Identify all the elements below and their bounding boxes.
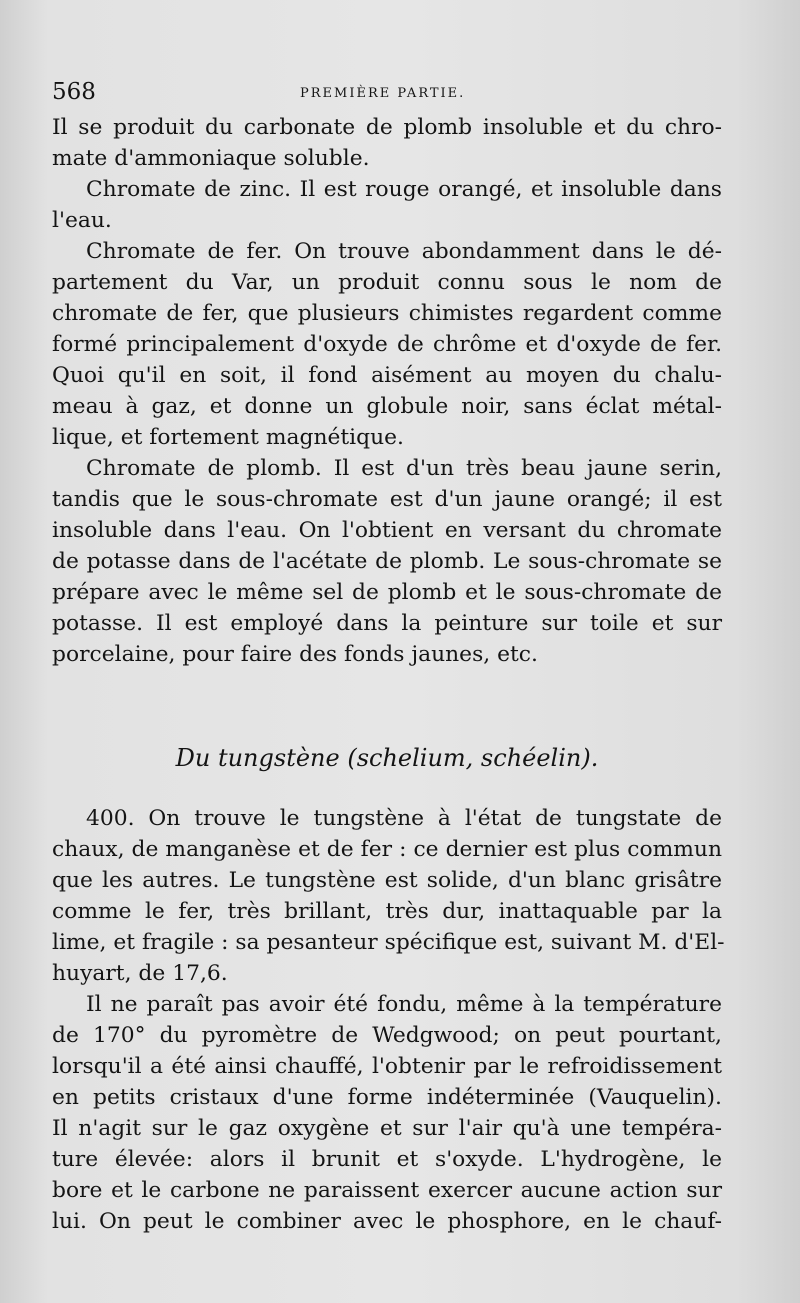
text-line: en petits cristaux d'une forme indéterminée (Vauquelin).: [52, 1085, 722, 1110]
text-line: chaux, de manganèse et de fer : ce dernier est plus commun: [52, 837, 722, 862]
text-line: de 170° du pyromètre de Wedgwood; on peut pourtant,: [52, 1023, 722, 1048]
text-line: Il n'agit sur le gaz oxygène et sur l'air qu'à une tempéra-: [52, 1116, 722, 1141]
text-line: Il se produit du carbonate de plomb insoluble et du chro-: [52, 115, 722, 140]
body-text-bottom: [52, 803, 725, 1237]
text-line: lime, et fragile : sa pesanteur spécifique est, suivant M. d'El-: [52, 930, 725, 955]
text-line: 400. On trouve le tungstène à l'état de tungstate de: [86, 806, 722, 831]
text-line: Quoi qu'il en soit, il fond aisément au moyen du chalu-: [52, 363, 722, 388]
text-line: Chromate de zinc. Il est rouge orangé, et insoluble dans: [86, 177, 722, 202]
text-line: Chromate de fer. On trouve abondamment dans le dé-: [86, 239, 722, 264]
text-line: comme le fer, très brillant, très dur, inattaquable par la: [52, 899, 722, 924]
text-line: porcelaine, pour faire des fonds jaunes, etc.: [52, 642, 538, 667]
text-line: prépare avec le même sel de plomb et le sous-chromate de: [52, 580, 722, 605]
text-line: de potasse dans de l'acétate de plomb. Le sous-chromate se: [52, 549, 722, 574]
text-line: lui. On peut le combiner avec le phosphore, en le chauf-: [52, 1209, 722, 1234]
text-line: potasse. Il est employé dans la peinture sur toile et sur: [52, 611, 722, 636]
page-header: [52, 78, 722, 108]
text-line: formé principalement d'oxyde de chrôme et d'oxyde de fer.: [52, 332, 722, 357]
text-line: insoluble dans l'eau. On l'obtient en versant du chromate: [52, 518, 722, 543]
body-text-top: [52, 112, 722, 670]
text-line: lorsqu'il a été ainsi chauffé, l'obtenir par le refroidissement: [52, 1054, 722, 1079]
text-line: partement du Var, un produit connu sous le nom de: [52, 270, 722, 295]
text-line: chromate de fer, que plusieurs chimistes regardent comme: [52, 301, 722, 326]
text-line: bore et le carbone ne paraissent exercer aucune action sur: [52, 1178, 722, 1203]
page-number: 568: [52, 79, 96, 105]
text-line: mate d'ammoniaque soluble.: [52, 146, 370, 171]
text-line: l'eau.: [52, 208, 112, 233]
text-line: Chromate de plomb. Il est d'un très beau jaune serin,: [86, 456, 722, 481]
text-line: ture élevée: alors il brunit et s'oxyde. L'hydrogène, le: [52, 1147, 722, 1172]
text-line: lique, et fortement magnétique.: [52, 425, 404, 450]
text-line: que les autres. Le tungstène est solide, d'un blanc grisâtre: [52, 868, 722, 893]
running-head: PREMIÈRE PARTIE.: [300, 86, 466, 101]
text-line: huyart, de 17,6.: [52, 961, 228, 986]
text-line: tandis que le sous-chromate est d'un jaune orangé; il est: [52, 487, 722, 512]
text-line: Il ne paraît pas avoir été fondu, même à la température: [86, 992, 722, 1017]
section-title: Du tungstène (schelium, schéelin).: [175, 744, 599, 772]
text-line: meau à gaz, et donne un globule noir, sans éclat métal-: [52, 394, 722, 419]
